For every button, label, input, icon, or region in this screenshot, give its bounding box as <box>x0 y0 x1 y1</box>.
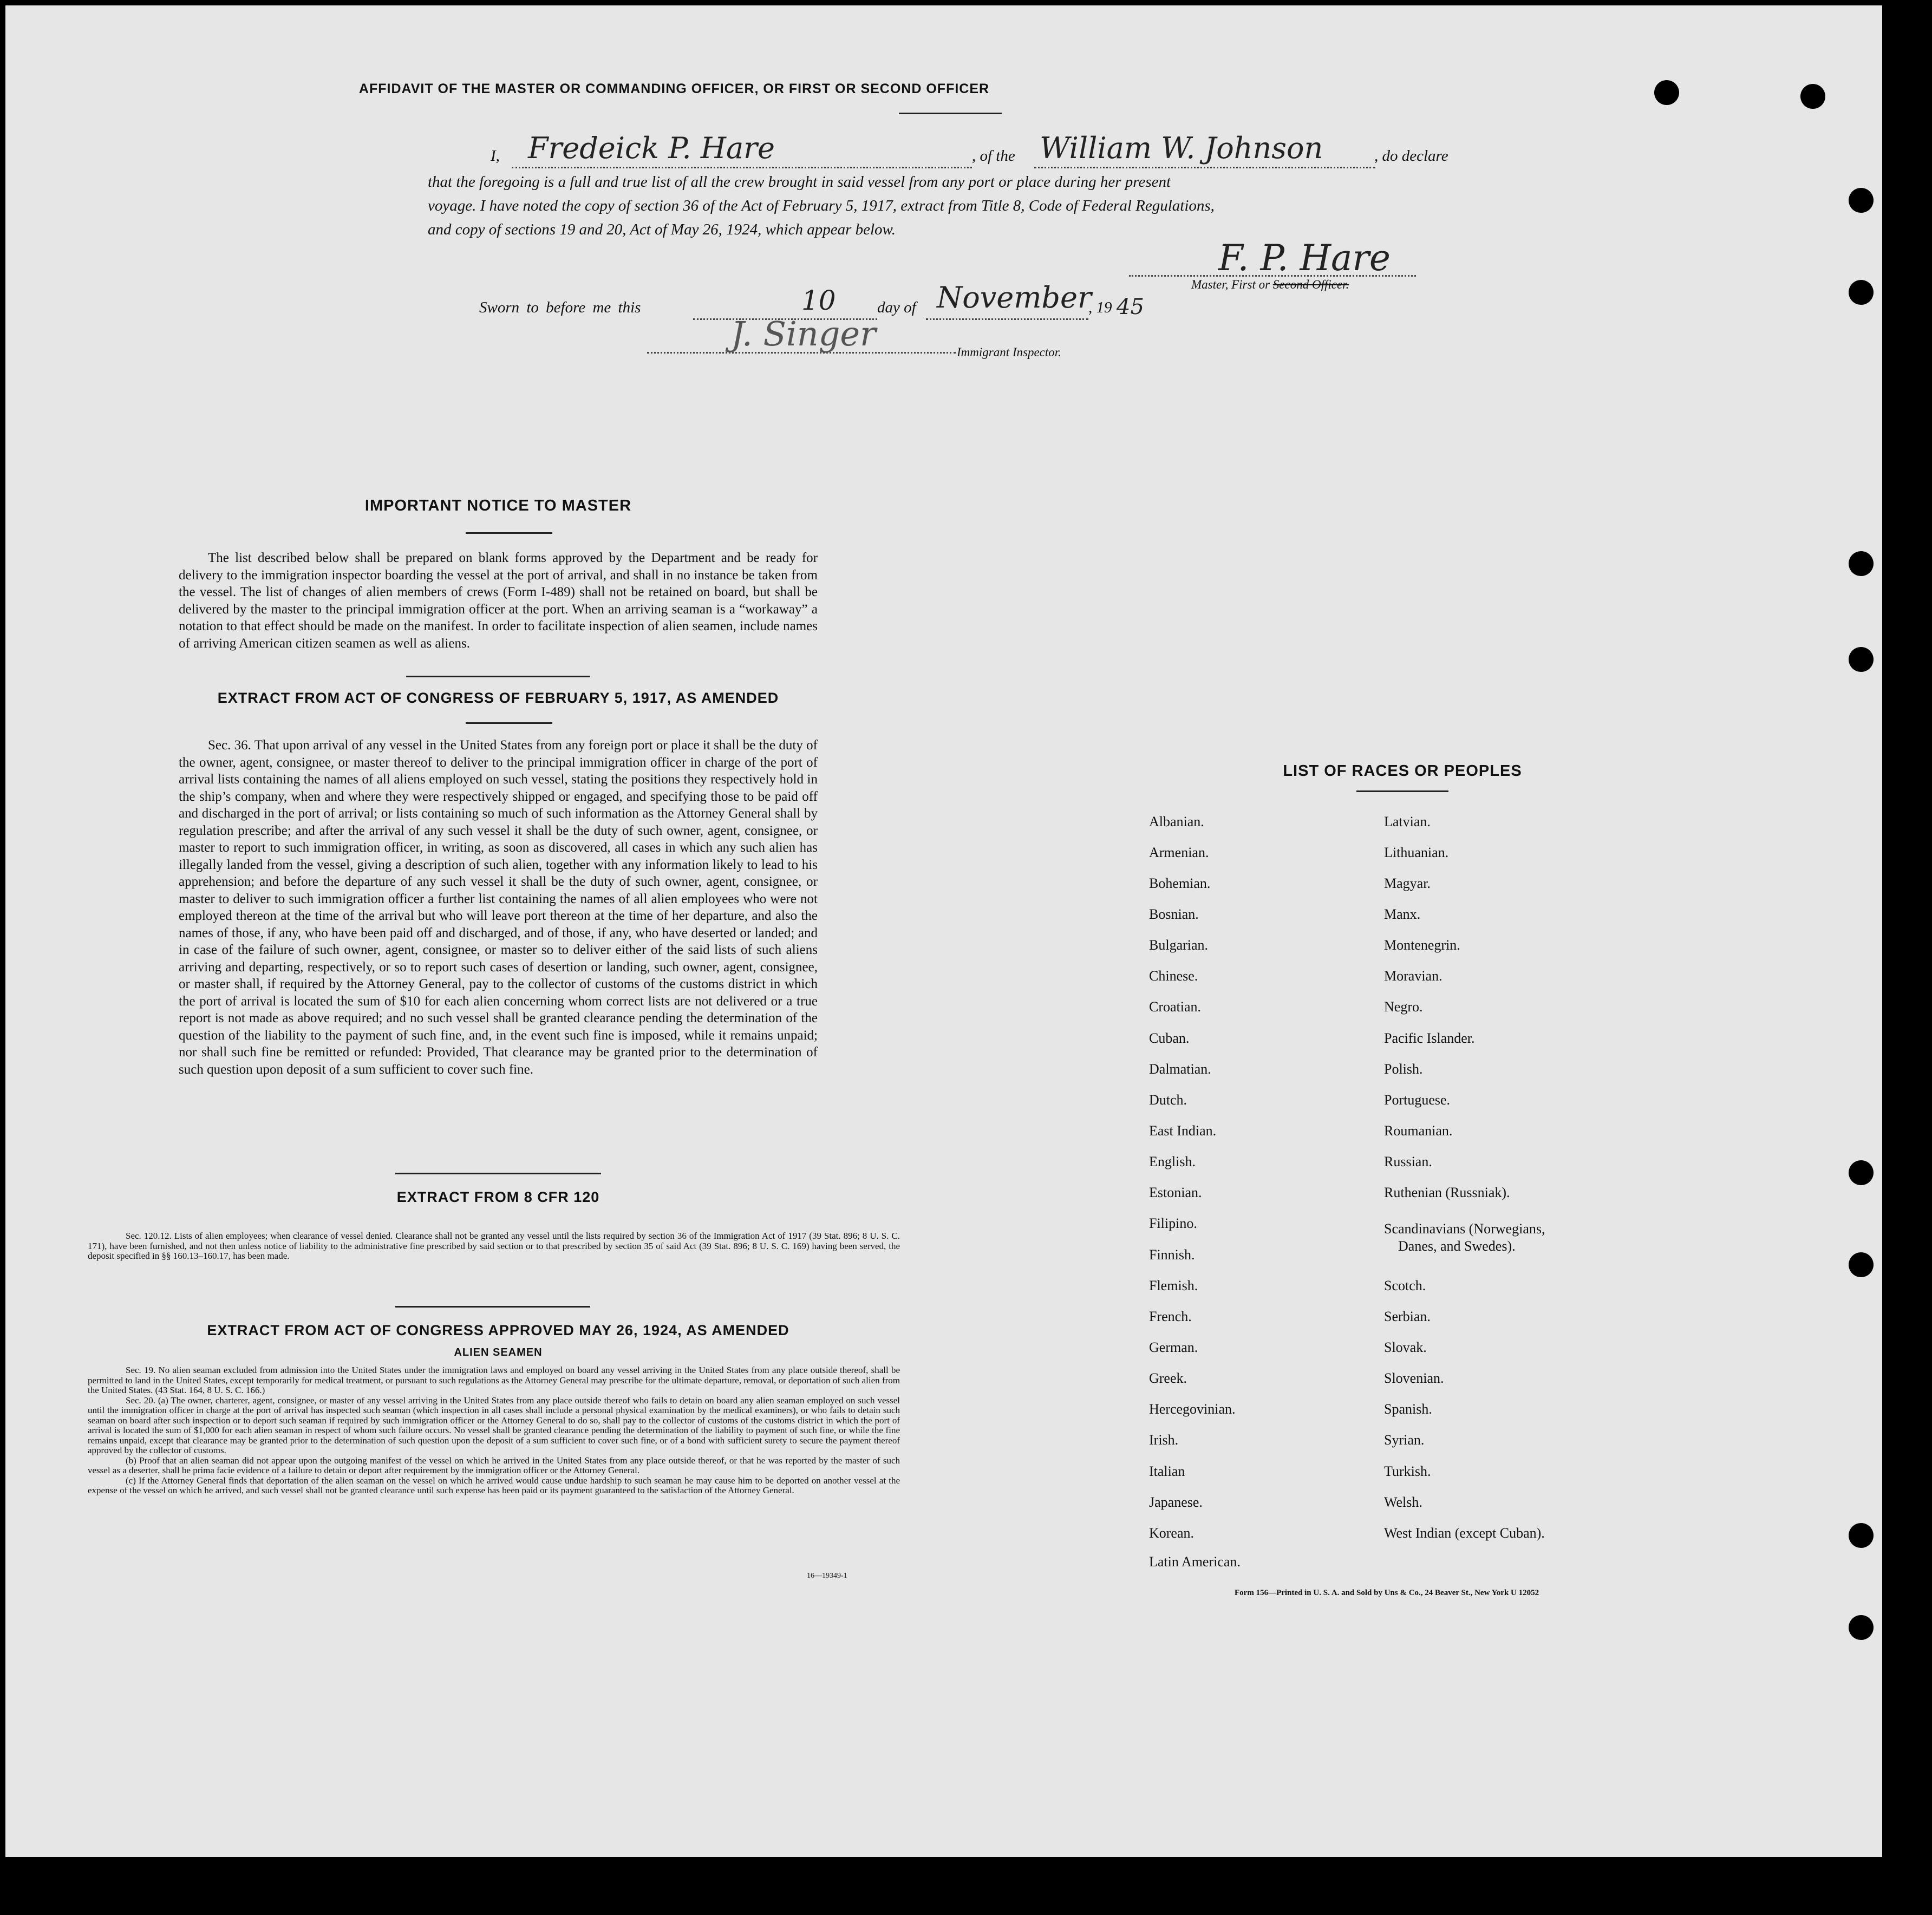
race-item: German. <box>1149 1339 1198 1355</box>
document-page <box>5 5 1882 1857</box>
master-caption-struck: Second Officer. <box>1272 278 1349 291</box>
race-item: Pacific Islander. <box>1384 1030 1475 1046</box>
vessel-name-handwritten: William W. Johnson <box>1040 131 1323 165</box>
race-item: Syrian. <box>1384 1432 1425 1448</box>
affidavit-title: AFFIDAVIT OF THE MASTER OR COMMANDING OFFICER, OR FIRST OR SECOND OFFICER <box>358 81 990 96</box>
race-item: Portuguese. <box>1384 1092 1451 1108</box>
races-divider <box>1356 790 1448 792</box>
year-handwritten: 45 <box>1117 295 1144 319</box>
punch-hole <box>1849 647 1874 672</box>
declaration-line-2: voyage. I have noted the copy of section 36 of the Act of February 5, 1917, extract from Title 8, Code of Federal Regulations, <box>428 197 1215 214</box>
year-prefix: , 19 <box>1088 299 1112 316</box>
notice-text: The list described below shall be prepared on blank forms approved by the Department and be ready for delivery to the immigration inspector boarding the vessel at the port of arrival, and shall in no instance be taken from the vessel. The list of changes of alien members of crews (Form I-489) shall not be retained on board, but shall be delivered by the master to the principal immigration officer at the port. When an arriving seaman is a “workaway” a notation to that effect should be made on the manifest. In order to facilitate inspection of alien seamen, include names of arriving American citizen seamen as well as aliens. <box>179 551 818 651</box>
race-item: English. <box>1149 1154 1196 1169</box>
divider-1 <box>406 676 590 677</box>
sworn-label: Sworn to before me this <box>479 299 641 316</box>
race-item: Moravian. <box>1384 968 1443 984</box>
punch-hole <box>1849 1252 1874 1277</box>
month-handwritten: November <box>937 280 1092 315</box>
race-item: Greek. <box>1149 1370 1187 1386</box>
divider-3 <box>395 1306 590 1308</box>
race-item: Irish. <box>1149 1432 1179 1448</box>
master-name-line <box>512 167 972 168</box>
extract-1917-text: Sec. 36. That upon arrival of any vessel in the United States from any foreign port or place it shall be the duty of the owner, agent, consignee, or master thereof to deliver to the principal immigration officer in charge of the port of arrival lists containing the names of all aliens employed on such vessel, stating the positions they respectively hold in the ship’s company, when and where they were respectively shipped or engaged, and specifying those to be paid off and discharged in the port of arrival; or lists containing so much of such information as the Attorney General shall by regulation prescribe; and after the arrival of any such vessel it shall be the duty of such owner, agent, consignee, or master to report to such immigration officer, in writing, as soon as discovered, all cases in which any such alien has illegally landed from the vessel, giving a description of such alien, together with any information likely to lead to his apprehension; and before the departure of any such vessel it shall be the duty of such owner, agent, consignee, or master to deliver to such immigration officer a further list containing the names of all alien employees who were not employed thereon at the time of the arrival but who will leave port thereon at the time of her departure, and also the names of those, if any, who have been paid off and discharged, and of those, if any, who have deserted or landed; and in case of the failure of such owner, agent, consignee, or master so to deliver either of the said lists of such aliens arriving and departing, respectively, or so to report such cases of desertion or landing, such owner, agent, consignee, or master shall, if required by the Attorney General, pay to the collector of customs of the customs district in which the port of arrival is located the sum of $10 for each alien concerning whom correct lists are not delivered or a true report is not made as above required; and no such vessel shall be granted clearance pending the determination of the question of the liability to the payment of such fine, and, in the event such fine is imposed, while it remains unpaid; nor shall such fine be remitted or refunded: Provided, That clearance may be granted prior to the determination of such question upon deposit of a sum sufficient to cover such fine. <box>179 738 818 1077</box>
race-item: Hercegovinian. <box>1149 1401 1236 1417</box>
race-item: Scandinavians (Norwegians, <box>1384 1221 1545 1237</box>
races-title: LIST OF RACES OR PEOPLES <box>1283 762 1522 780</box>
race-item: East Indian. <box>1149 1123 1217 1139</box>
race-item: Dutch. <box>1149 1092 1187 1108</box>
declaration-text <box>428 170 1478 241</box>
declaration-line-3: and copy of sections 19 and 20, Act of May 26, 1924, which appear below. <box>428 221 896 238</box>
race-item: Bosnian. <box>1149 906 1199 922</box>
extract-1924-title: EXTRACT FROM ACT OF CONGRESS APPROVED MAY 26, 1924, AS AMENDED <box>207 1322 789 1338</box>
form-code: 16—19349-1 <box>807 1572 847 1580</box>
race-item: Italian <box>1149 1463 1185 1479</box>
extract-cfr-text: Sec. 120.12. Lists of alien employees; when clearance of vessel denied. Clearance shall not be granted any vessel until the lists required by section 36 of the Immigration Act of 1917 (39 Stat. 896; 8 U. S. C. 171), have been furnished, and not then unless notice of liability to the administrative fine prescribed by said section or to that prescribed by section 35 of said Act (39 Stat. 896; 8 U. S. C. 169) having been served, the deposit specified in §§ 160.13–160.17, has been made. <box>88 1231 900 1261</box>
title-divider <box>899 113 1002 114</box>
master-caption <box>1191 278 1349 292</box>
race-item: Finnish. <box>1149 1247 1195 1263</box>
race-item: Filipino. <box>1149 1215 1197 1231</box>
race-item: Dalmatian. <box>1149 1061 1211 1077</box>
punch-hole <box>1800 84 1825 109</box>
race-item: Welsh. <box>1384 1494 1422 1510</box>
master-signature: F. P. Hare <box>1218 237 1391 279</box>
punch-hole <box>1849 1523 1874 1548</box>
race-item: Montenegrin. <box>1384 937 1460 953</box>
race-item: Turkish. <box>1384 1463 1431 1479</box>
race-item: Ruthenian (Russniak). <box>1384 1185 1510 1200</box>
race-item: Russian. <box>1384 1154 1432 1169</box>
race-item: Slovak. <box>1384 1339 1427 1355</box>
master-caption-a: Master, First or <box>1191 278 1270 291</box>
race-item: Roumanian. <box>1384 1123 1453 1139</box>
race-item: Bulgarian. <box>1149 937 1209 953</box>
inspector-label: Immigrant Inspector. <box>957 345 1061 359</box>
sec-20b-text: (b) Proof that an alien seaman did not appear upon the outgoing manifest of the vessel on which he arrived in the United States from any place outside thereof, or that he was reported by the master of such vessel as a deserter, shall be prima facie evidence of a failure to detain or deport after requirement by the immigration officer or the Attorney General. <box>88 1455 900 1475</box>
race-item: Latvian. <box>1384 814 1431 829</box>
race-item: West Indian (except Cuban). <box>1384 1525 1545 1541</box>
sec-20a-text: Sec. 20. (a) The owner, charterer, agent, consignee, or master of any vessel arriving in the United States from any place outside thereof who fails to detain on board any alien seaman employed on such vessel until the immigration officer in charge at the port of arrival has inspected such seaman (which inspection in all cases shall include a personal physical examination by the medical examiners), or who fails to detain such seaman on board after such inspection or to deport such seaman if required by such immigration officer or the Attorney General to do so, shall pay to the collector of customs of the customs district in which the port of arrival is located the sum of $1,000 for each alien seaman in respect of whom such failure occurs. No vessel shall be granted clearance pending the determination of the liability to payment of such fine, or while the fine remains unpaid, except that clearance may be granted prior to the determination of such question upon the deposit of a sum sufficient to cover such fine, or of a bond with sufficient surety to secure the payment thereof approved by the collector of customs. <box>88 1395 900 1455</box>
race-item: Croatian. <box>1149 999 1202 1015</box>
race-item: Bohemian. <box>1149 875 1211 891</box>
extract-1924-body <box>88 1365 900 1496</box>
race-item: Korean. <box>1149 1525 1195 1541</box>
race-item: Spanish. <box>1384 1401 1432 1417</box>
master-name-handwritten: Fredeick P. Hare <box>528 131 775 165</box>
day-label: day of <box>877 299 916 316</box>
race-item: Slovenian. <box>1384 1370 1444 1386</box>
race-item: Magyar. <box>1384 875 1431 891</box>
race-item: Lithuanian. <box>1384 845 1449 860</box>
race-item: Chinese. <box>1149 968 1198 984</box>
race-item: Albanian. <box>1149 814 1204 829</box>
extract-1917-divider <box>466 722 552 724</box>
extract-1917-title: EXTRACT FROM ACT OF CONGRESS OF FEBRUARY 5, 1917, AS AMENDED <box>217 690 779 706</box>
race-item: Scotch. <box>1384 1278 1426 1293</box>
of-the-label: , of the <box>972 147 1015 165</box>
day-handwritten: 10 <box>801 285 836 316</box>
do-declare-label: , do declare <box>1374 147 1448 165</box>
punch-hole <box>1849 280 1874 305</box>
extract-cfr-title: EXTRACT FROM 8 CFR 120 <box>396 1189 600 1205</box>
race-item: Negro. <box>1384 999 1423 1015</box>
race-item-continued: Danes, and Swedes). <box>1398 1238 1516 1254</box>
race-item: Manx. <box>1384 906 1421 922</box>
sec-19-text: Sec. 19. No alien seaman excluded from admission into the United States under the immigration laws and employed on board any vessel arriving in the United States from any place outside thereof, shall be permitted to land in the United States, except temporarily for medical treatment, or pursuant to such regulations as the Attorney General may prescribe for the ultimate departure, removal, or deportation of such alien from the United States. (43 Stat. 164, 8 U. S. C. 166.) <box>88 1365 900 1395</box>
notice-divider <box>466 532 552 534</box>
race-item: Estonian. <box>1149 1185 1202 1200</box>
race-item: Japanese. <box>1149 1494 1203 1510</box>
race-item: Serbian. <box>1384 1309 1431 1324</box>
divider-2 <box>395 1173 601 1174</box>
race-item: Flemish. <box>1149 1278 1198 1293</box>
notice-title: IMPORTANT NOTICE TO MASTER <box>364 497 632 514</box>
punch-hole <box>1849 551 1874 576</box>
inspector-signature: J. Singer <box>731 314 876 354</box>
race-item: French. <box>1149 1309 1192 1324</box>
affidavit-prefix: I, <box>491 147 500 165</box>
punch-hole <box>1849 1160 1874 1185</box>
punch-hole <box>1849 188 1874 213</box>
race-item: Cuban. <box>1149 1030 1190 1046</box>
punch-hole <box>1849 1615 1874 1640</box>
race-item: Latin American. <box>1149 1554 1241 1570</box>
printer-note: Form 156—Printed in U. S. A. and Sold by Uns & Co., 24 Beaver St., New York U 12052 <box>1235 1589 1539 1597</box>
sec-20c-text: (c) If the Attorney General finds that deportation of the alien seaman on the vessel on which he arrived would cause undue hardship to such seaman he may cause him to be deported on another vessel at the expense of the vessel on which he arrived, and such vessel shall not be granted clearance until such expense has been paid or its payment guaranteed to the satisfaction of the Attorney General. <box>88 1475 900 1495</box>
race-item: Armenian. <box>1149 845 1209 860</box>
alien-seamen-subtitle: ALIEN SEAMEN <box>454 1347 543 1358</box>
declaration-line-1: that the foregoing is a full and true list of all the crew brought in said vessel from any port or place during her present <box>428 173 1171 191</box>
punch-hole <box>1654 80 1679 105</box>
vessel-name-line <box>1034 167 1375 168</box>
month-line <box>926 318 1088 320</box>
race-item: Polish. <box>1384 1061 1423 1077</box>
